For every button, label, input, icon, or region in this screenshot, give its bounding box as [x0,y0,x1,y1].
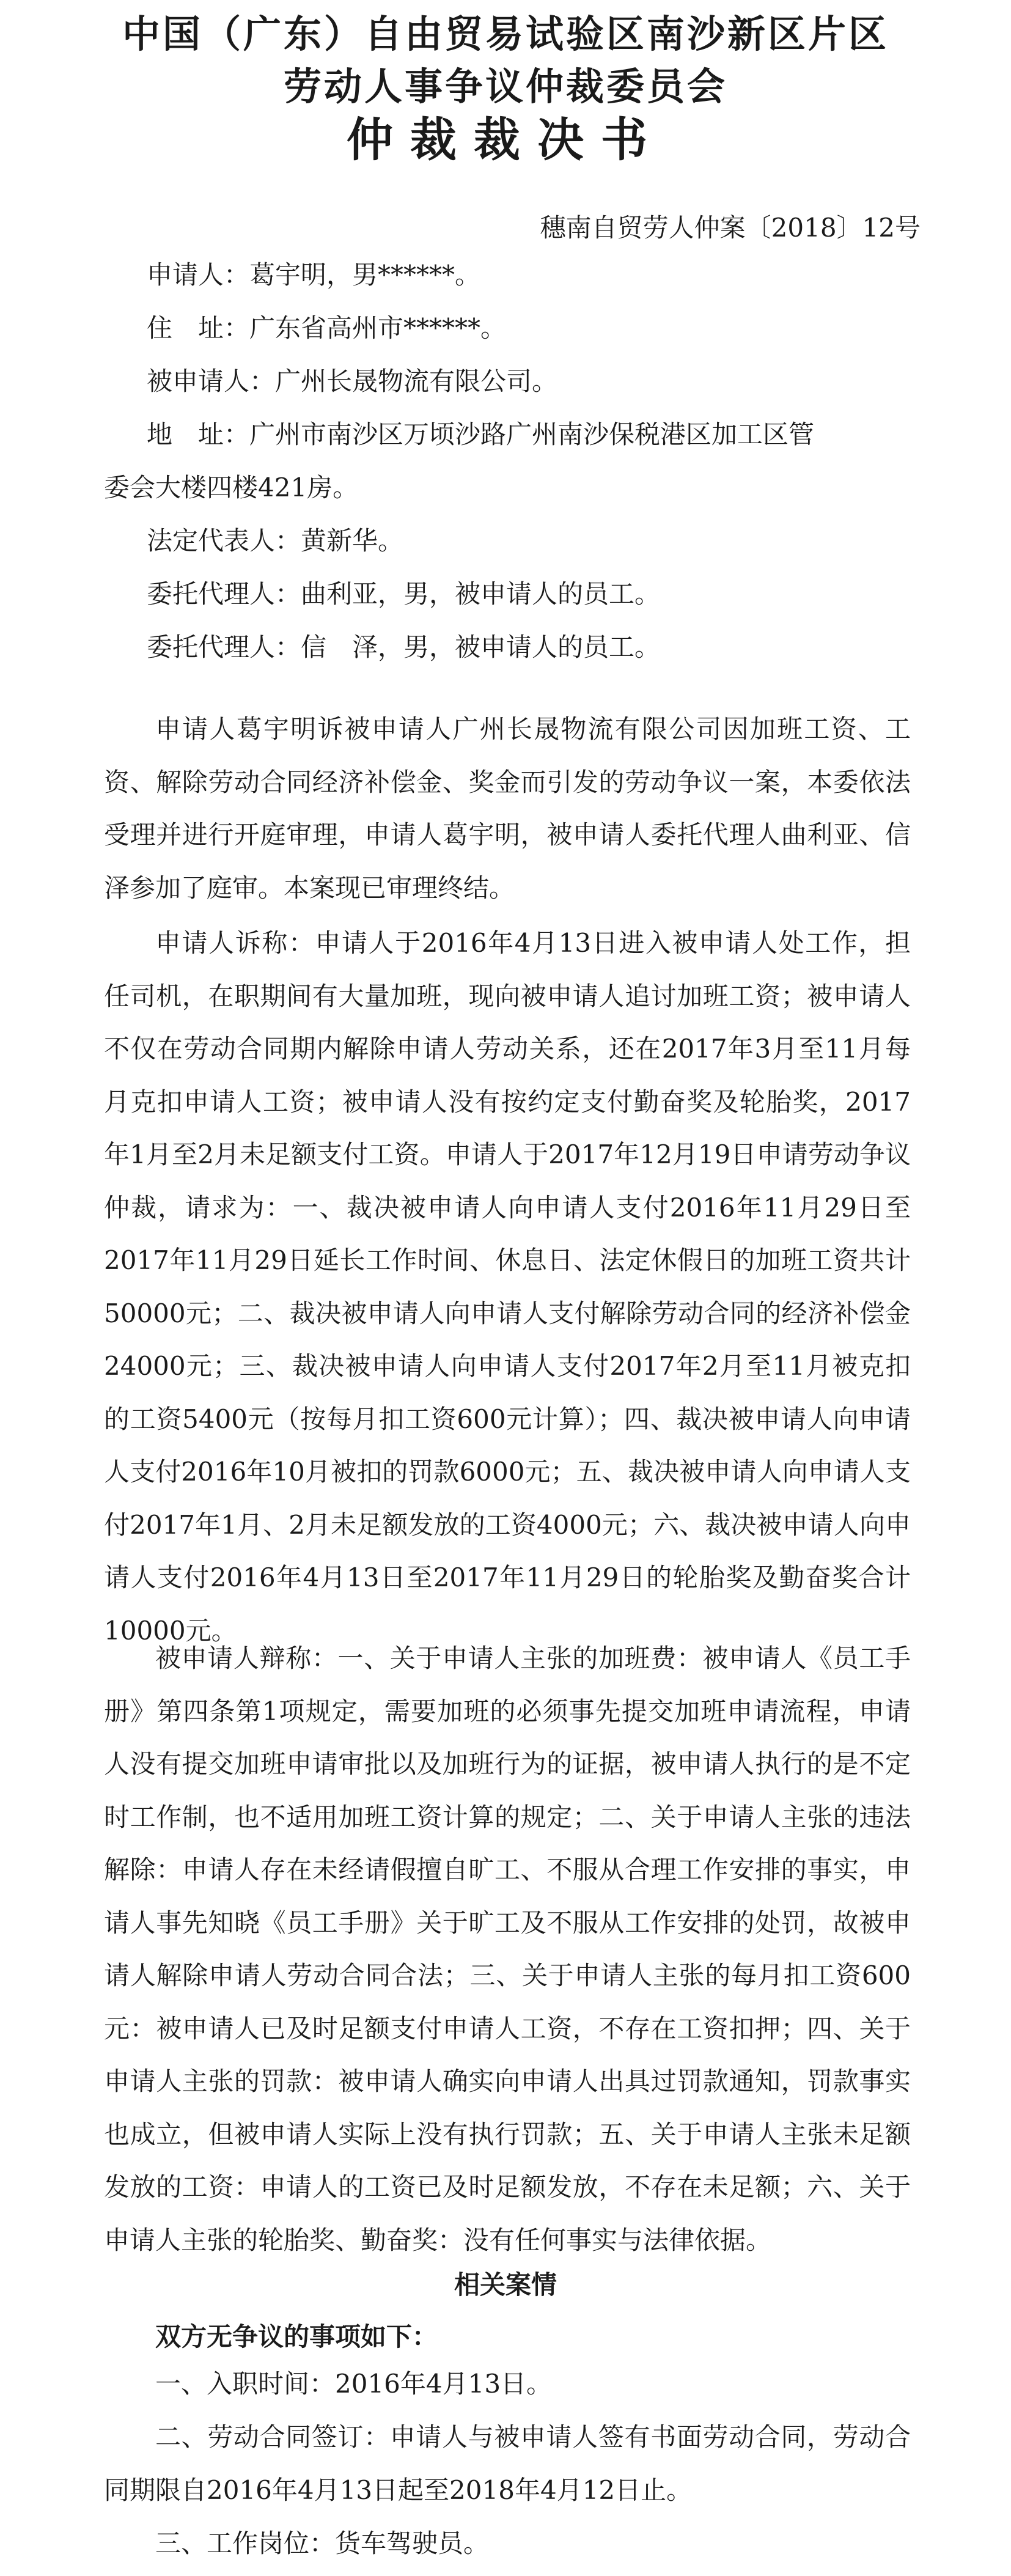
respondent-address-line-1: 地 址：广州市南沙区万顷沙路广州南沙保税港区加工区管 [147,419,815,449]
respondent-address-line-2: 委会大楼四楼421房。 [104,473,359,502]
fact-item-3: 三、工作岗位：货车驾驶员。 [155,2528,490,2558]
agent-line-1: 委托代理人：曲利亚，男，被申请人的员工。 [147,579,661,609]
respondent-line: 被申请人：广州长晟物流有限公司。 [147,366,558,396]
legal-representative-line: 法定代表人：黄新华。 [147,526,404,556]
applicant-address-line: 住 址：广东省高州市******。 [147,313,507,343]
undisputed-heading: 双方无争议的事项如下： [155,2322,438,2352]
document-header-line-2: 劳动人事争议仲裁委员会 [283,64,727,109]
fact-item-2: 二、劳动合同签订：申请人与被申请人签有书面劳动合同，劳动合同期限自2016年4月13日起至2018年4月12日止。 [104,2422,911,2505]
intro-paragraph: 申请人葛宇明诉被申请人广州长晟物流有限公司因加班工资、工资、解除劳动合同经济补偿金、奖金而引发的劳动争议一案，本委依法受理并进行开庭审理，申请人葛宇明，被申请人委托代理人曲利亚、信泽参加了庭审。本案现已审理终结。 [104,714,911,903]
applicant-line: 申请人：葛宇明，男******。 [147,260,481,290]
document-header-line-1: 中国（广东）自由贸易试验区南沙新区片区 [122,12,889,56]
case-number: 穗南自贸劳人仲案〔2018〕12号 [540,213,921,243]
facts-heading: 相关案情 [454,2270,557,2300]
agent-line-2: 委托代理人：信 泽，男，被申请人的员工。 [147,632,661,662]
claim-paragraph: 申请人诉称：申请人于2016年4月13日进入被申请人处工作，担任司机，在职期间有大量加班，现向被申请人追讨加班工资；被申请人不仅在劳动合同期内解除申请人劳动关系，还在2017年3月至11月每月克扣申请人工资；被申请人没有按约定支付勤奋奖及轮胎奖，2017年1月至2月未足额支付工资。申请人于2017年12月19日申请劳动争议仲裁，请求为：一、裁决被申请人向申请人支付2016年11月29日至2017年11月29日延长工作时间、休息日、法定休假日的加班工资共计50000元；二、裁决被申请人向申请人支付解除劳动合同的经济补偿金24000元；三、裁决被申请人向申请人支付2017年2月至11月被克扣的工资5400元（按每月扣工资600元计算）；四、裁决被申请人向申请人支付2016年10月被扣的罚款6000元；五、裁决被申请人向申请人支付2017年1月、2月未足额发放的工资4000元；六、裁决被申请人向申请人支付2016年4月13日至2017年11月29日的轮胎奖及勤奋奖合计10000元。 [104,928,911,1646]
fact-item-1: 一、入职时间：2016年4月13日。 [155,2369,553,2399]
document-title: 仲裁裁决书 [347,112,664,167]
defense-paragraph: 被申请人辩称：一、关于申请人主张的加班费：被申请人《员工手册》第四条第1项规定，需要加班的必须事先提交加班申请流程，申请人没有提交加班申请审批以及加班行为的证据，被申请人执行的是不定时工作制，也不适用加班工资计算的规定；二、关于申请人主张的违法解除：申请人存在未经请假擅自旷工、不服从合理工作安排的事实，申请人事先知晓《员工手册》关于旷工及不服从工作安排的处罚，故被申请人解除申请人劳动合同合法；三、关于申请人主张的每月扣工资600元：被申请人已及时足额支付申请人工资，不存在工资扣押；四、关于申请人主张的罚款：被申请人确实向申请人出具过罚款通知，罚款事实也成立，但被申请人实际上没有执行罚款；五、关于申请人主张未足额发放的工资：申请人的工资已及时足额发放，不存在未足额；六、关于申请人主张的轮胎奖、勤奋奖：没有任何事实与法律依据。 [104,1643,911,2255]
